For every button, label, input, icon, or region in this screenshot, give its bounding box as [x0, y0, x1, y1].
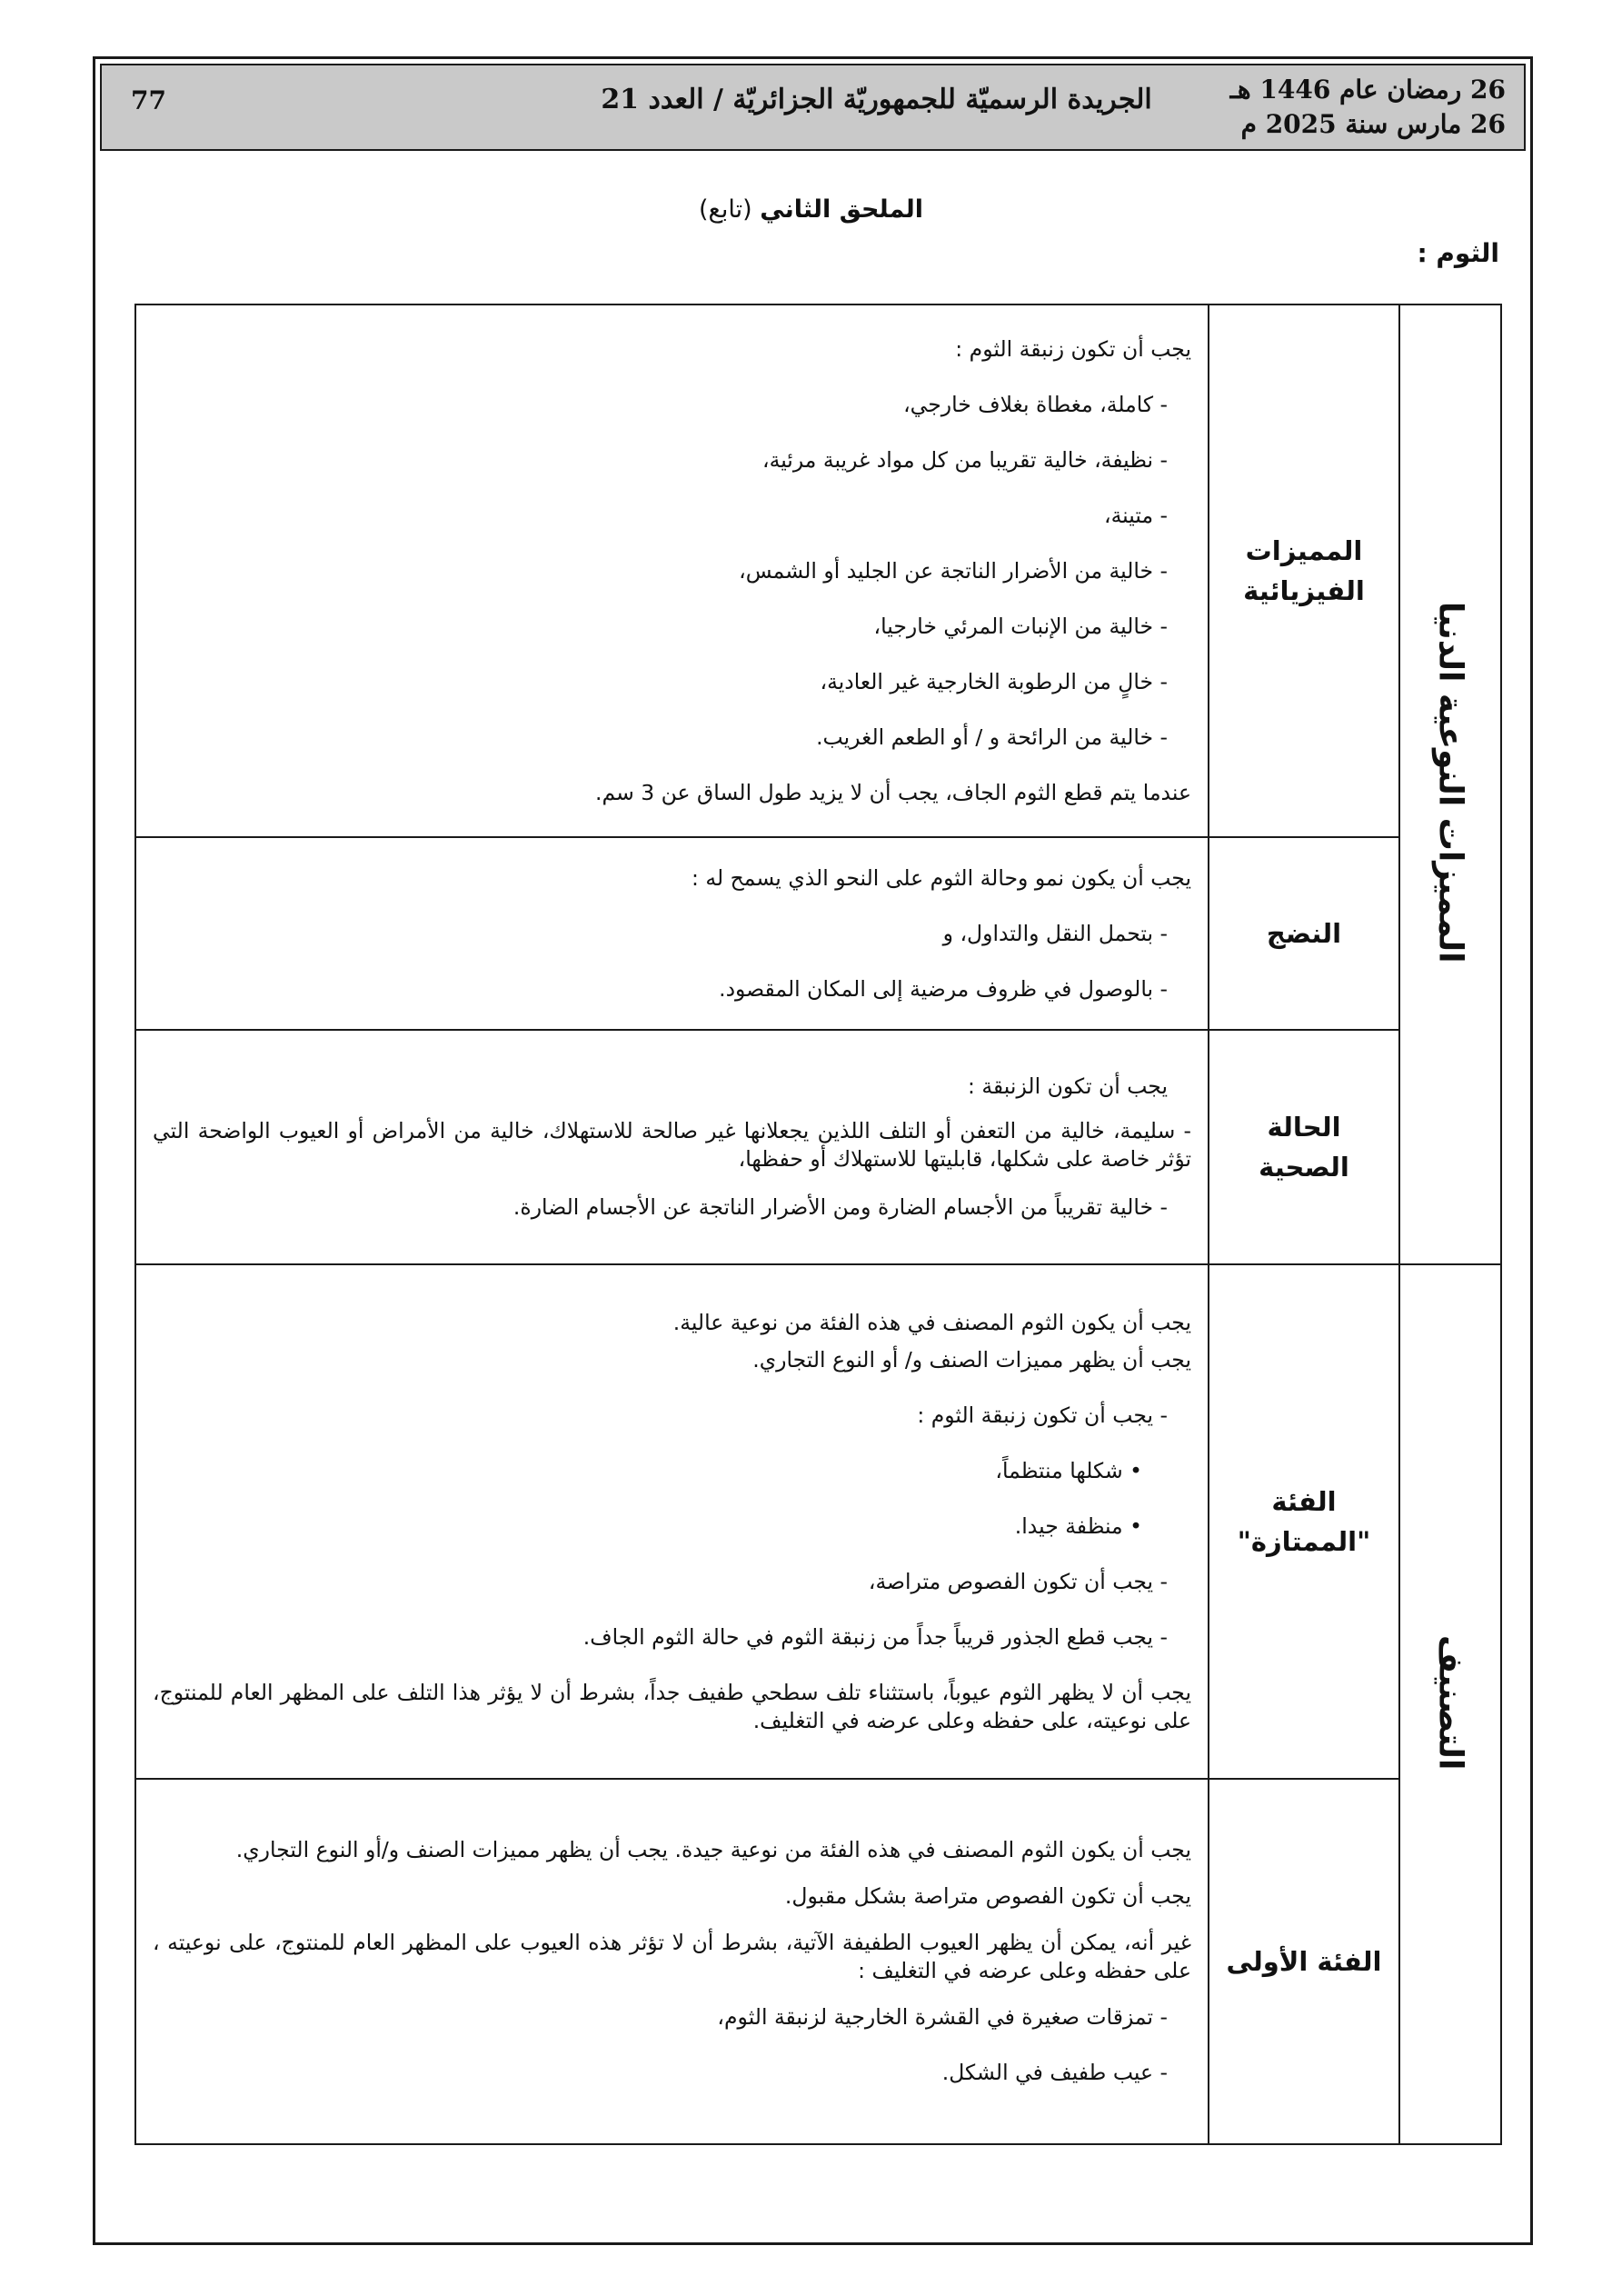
list-item: - يجب قطع الجذور قريباً جداً من زنبقة الثوم في حالة الثوم الجاف. [582, 1623, 1168, 1650]
list-item: - سليمة، خالية من التعفن أو التلف اللذين يجعلانها غير صالحة للاستهلاك، خالية من الأمراض أو العيوب الواضحة التي تؤثر خاصة على شكلها، قابليتها للاستهلاك أو حفظها، [153, 1118, 1191, 1172]
table-row [135, 1030, 1501, 1264]
annex-title [0, 195, 1622, 224]
header-date-gregorian: 26 مارس سنة 2025 م [1240, 109, 1506, 139]
list-item: - خالية تقريباً من الأجسام الضارة ومن الأضرار الناتجة عن الأجسام الضارة. [512, 1194, 1168, 1220]
gazette-header [100, 64, 1526, 151]
criterion-physical-line2: الفيزيائية [1243, 575, 1365, 606]
criterion-extra-line2: "الممتازة" [1237, 1526, 1371, 1557]
physical-intro: يجب أن تكون زنبقة الثوم : [955, 335, 1191, 362]
annex-title-suffix: (تابع) [698, 195, 752, 224]
table-row [135, 1779, 1501, 2144]
first-p2: يجب أن تكون الفصوص متراصة بشكل مقبول. [784, 1883, 1191, 1909]
list-item: - كاملة، مغطاة بغلاف خارجي، [903, 391, 1168, 417]
list-item: - بتحمل النقل والتداول، و [942, 920, 1168, 946]
criterion-health-line2: الصحية [1259, 1152, 1349, 1183]
garlic-spec-table [134, 304, 1502, 2145]
list-item: - يجب أن تكون زنبقة الثوم : [917, 1402, 1168, 1428]
extra-p1: يجب أن يكون الثوم المصنف في هذه الفئة من نوعية عالية. [672, 1309, 1191, 1335]
list-item: - نظيفة، خالية تقريبا من كل مواد غريبة مرئية، [762, 446, 1168, 473]
content-extra-class [135, 1264, 1209, 1779]
extra-p3: يجب أن لا يظهر الثوم عيوباً، باستثناء تلف سطحي طفيف جداً، بشرط أن لا يؤثر هذا التلف على المظهر العام للمنتوج، على نوعيته، على حفظه وعلى عرضه في التغليف. [153, 1679, 1191, 1733]
health-intro: يجب أن تكون الزنبقة : [967, 1073, 1168, 1099]
criterion-health [1209, 1030, 1399, 1264]
extra-p2: يجب أن يظهر مميزات الصنف و/ أو النوع التجاري. [752, 1346, 1191, 1373]
bullet-item: • منظفة جيدا. [153, 1512, 1191, 1541]
list-item: - خالية من الأضرار الناتجة عن الجليد أو الشمس، [739, 557, 1168, 584]
content-ripeness [135, 837, 1209, 1030]
ripeness-intro: يجب أن يكون نمو وحالة الثوم على النحو الذي يسمح له : [691, 864, 1191, 891]
list-item: - يجب أن تكون الفصوص متراصة، [868, 1568, 1168, 1594]
criterion-physical-line1: المميزات [1245, 535, 1363, 566]
criterion-first-class: الفئة الأولى [1209, 1779, 1399, 2144]
criterion-extra-class [1209, 1264, 1399, 1779]
table-row [135, 837, 1501, 1030]
criterion-physical [1209, 304, 1399, 837]
criterion-health-line1: الحالة [1267, 1112, 1341, 1143]
criterion-extra-line1: الفئة [1271, 1486, 1337, 1517]
list-item: - خالٍ من الرطوبة الخارجية غير العادية، [820, 668, 1168, 694]
content-first-class [135, 1779, 1209, 2144]
list-item: - بالوصول في ظروف مرضية إلى المكان المقصود. [719, 975, 1168, 1002]
section-title: الثوم : [1417, 238, 1499, 268]
list-item: - خالية من الرائحة و / أو الطعم الغريب. [816, 724, 1168, 750]
physical-note: عندما يتم قطع الثوم الجاف، يجب أن لا يزيد طول الساق عن 3 سم. [594, 779, 1191, 805]
list-item: - خالية من الإنبات المرئي خارجيا، [873, 613, 1168, 639]
page-number: 77 [131, 85, 166, 115]
list-item: - تمزقات صغيرة في القشرة الخارجية لزنبقة الثوم، [717, 2004, 1168, 2030]
group-classification [1399, 1264, 1501, 2144]
criterion-ripeness: النضج [1209, 837, 1399, 1030]
group-min-quality-label: المميزات النوعية الدنيا [1431, 602, 1469, 963]
list-item: - عيب طفيف في الشكل. [941, 2060, 1168, 2085]
table-row [135, 304, 1501, 837]
annex-title-main: الملحق الثاني [760, 195, 923, 224]
first-p1: يجب أن يكون الثوم المصنف في هذه الفئة من نوعية جيدة. يجب أن يظهر مميزات الصنف و/أو النوع التجاري. [235, 1837, 1191, 1862]
content-health [135, 1030, 1209, 1264]
header-date-hijri: 26 رمضان عام 1446 هـ [1229, 75, 1506, 105]
table-row [135, 1264, 1501, 1779]
first-p3: غير أنه، يمكن أن يظهر العيوب الطفيفة الآتية، بشرط أن لا تؤثر هذه العيوب على المظهر العام للمنتوج، على نوعيته ، على حفظه وعلى عرضه في التغليف : [153, 1930, 1191, 1983]
content-physical [135, 304, 1209, 837]
bullet-item: • شكلها منتظماً، [153, 1457, 1191, 1485]
list-item: - متينة، [1104, 502, 1168, 528]
group-min-quality [1399, 304, 1501, 1264]
header-title: الجريدة الرسميّة للجمهوريّة الجزائريّة / العدد 21 [601, 84, 1152, 115]
group-classification-label: التصنيف [1431, 1634, 1469, 1771]
